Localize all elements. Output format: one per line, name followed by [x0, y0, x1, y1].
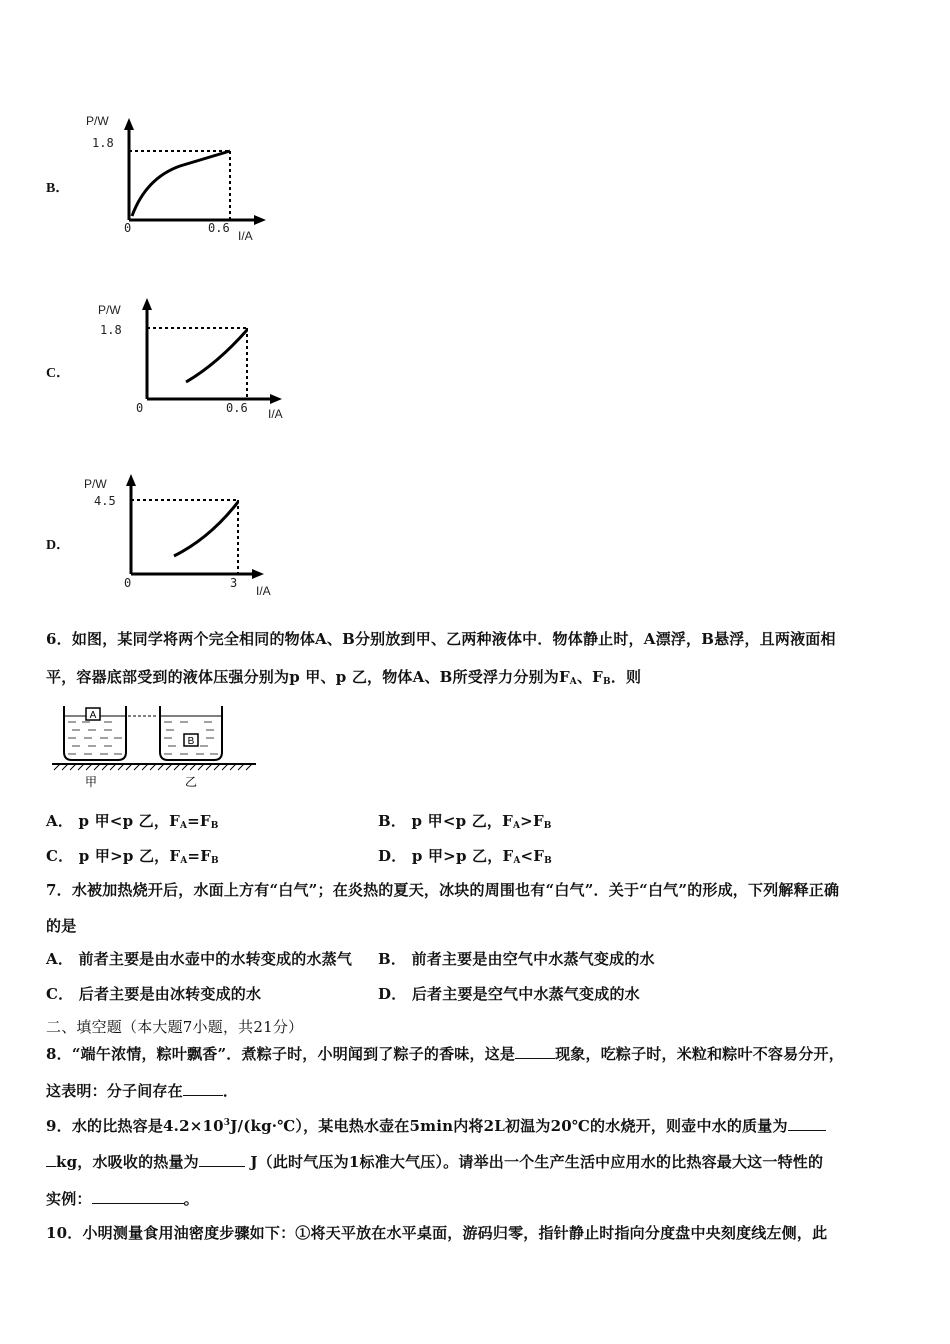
y-axis-label: P/W [84, 477, 107, 491]
q9-blank-3[interactable] [92, 1191, 184, 1204]
y-value-label: 1.8 [100, 323, 122, 337]
q6-container-figure [46, 700, 261, 795]
power-curve [186, 330, 247, 382]
q9-line3: 实例： 。 [46, 1190, 199, 1208]
graph-option-d [80, 466, 280, 601]
power-curve [174, 502, 238, 556]
y-value-label: 4.5 [94, 494, 116, 508]
origin-label: 0 [124, 576, 132, 590]
q7-option-b[interactable]: B． 前者主要是由空气中水蒸气变成的水 [378, 950, 655, 968]
q7-stem-line2: 的是 [46, 917, 77, 935]
section-heading: 二、填空题（本大题7小题，共21分） [46, 1018, 304, 1036]
q7-option-c[interactable]: C． 后者主要是由冰转变成的水 [46, 985, 262, 1003]
origin-label: 0 [136, 401, 144, 415]
q9-blank-2[interactable] [199, 1154, 245, 1167]
svg-text:乙: 乙 [184, 775, 198, 789]
x-axis-label: I/A [238, 229, 253, 243]
q6-option-b[interactable]: B． p 甲<p 乙，$F_A>F_B$ [378, 812, 552, 831]
x-axis-label: I/A [256, 584, 271, 598]
svg-text:B: B [187, 736, 195, 747]
q7-option-a[interactable]: A． 前者主要是由水壶中的水转变成的水蒸气 [46, 950, 353, 968]
q7-stem-line1: 7．水被加热烧开后，水面上方有“白气”；在炎热的夏天，冰块的周围也有“白气”．关于“白气”的形成，下列解释正确 [46, 881, 840, 899]
q9-line1: 9．水的比热容是$4.2\times 10^3J/(kg\cdot℃)$，某电热水壶在5min内将2L初温为20℃的水烧开，则壶中水的质量为 [46, 1115, 826, 1136]
option-d-letter: D． [46, 538, 71, 553]
q8-line1: 8．“端午浓情，粽叶飘香”．煮粽子时，小明闻到了粽子的香味，这是 现象，吃粽子时，米粒和粽叶不容易分开， [46, 1045, 844, 1063]
q8-blank-2[interactable] [183, 1083, 223, 1096]
q6-stem-line2: 平，容器底部受到的液体压强分别为p 甲、p 乙，物体A、B所受浮力分别为$F_A$、$F_B$．则 [46, 668, 642, 687]
graph-option-b [80, 108, 280, 248]
y-value-label: 1.8 [92, 136, 114, 150]
option-b-letter: B． [46, 181, 70, 196]
x-value-label: 3 [230, 576, 238, 590]
q6-stem-line1: 6．如图，某同学将两个完全相同的物体A、B分别放到甲、乙两种液体中．物体静止时，A漂浮，B悬浮，且两液面相 [46, 630, 836, 648]
q6-option-a[interactable]: A． p 甲<p 乙，$F_A=F_B$ [46, 812, 219, 831]
graph-option-c [92, 292, 302, 427]
q9-blank-1[interactable] [788, 1118, 826, 1131]
y-axis-label: P/W [86, 114, 109, 128]
svg-text:甲: 甲 [84, 775, 98, 789]
q8-blank-1[interactable] [515, 1046, 555, 1059]
origin-label: 0 [124, 221, 132, 235]
q7-option-d[interactable]: D． 后者主要是空气中水蒸气变成的水 [378, 985, 640, 1003]
q6-option-c[interactable]: C． p 甲>p 乙，$F_A=F_B$ [46, 847, 219, 866]
power-curve [132, 151, 230, 216]
x-axis-label: I/A [268, 407, 283, 421]
q8-line2: 这表明：分子间存在 ． [46, 1082, 239, 1100]
q9-line2: kg，水吸收的热量为 J（此时气压为1标准大气压）。请举出一个生产生活中应用水的比热容最大这一特性的 [46, 1151, 823, 1172]
y-axis-label: P/W [98, 303, 121, 317]
q10-line1: 10．小明测量食用油密度步骤如下：①将天平放在水平桌面，游码归零，指针静止时指向分度盘中央刻度线左侧，此 [46, 1224, 828, 1242]
svg-text:A: A [89, 710, 97, 721]
x-value-label: 0.6 [208, 221, 230, 235]
x-value-label: 0.6 [226, 401, 248, 415]
q6-option-d[interactable]: D． p 甲>p 乙，$F_A<F_B$ [378, 847, 552, 866]
option-c-letter: C． [46, 366, 71, 381]
